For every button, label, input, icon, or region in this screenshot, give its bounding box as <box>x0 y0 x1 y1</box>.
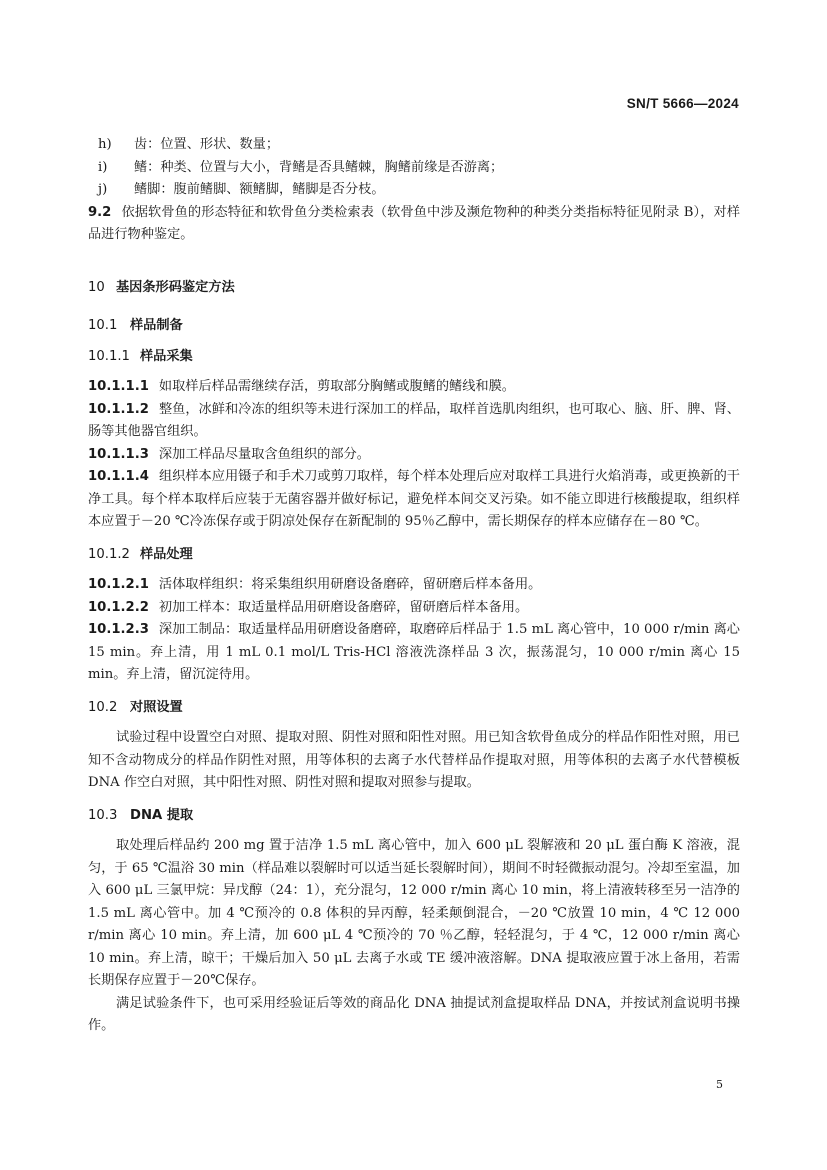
list-item-h <box>98 134 740 157</box>
section-number: 10.1.1 <box>88 348 130 364</box>
clause-text: 整鱼，冰鲜和冷冻的组织等未进行深加工的样品，取样首选肌肉组织，也可取心、脑、肝、脾、肾、肠等其他器官组织。 <box>88 401 740 439</box>
clause-text: 初加工样本：取适量样品用研磨设备磨碎，留研磨后样本备用。 <box>158 599 529 615</box>
clause-9-2 <box>88 202 740 247</box>
clause-number: 10.1.1.4 <box>88 469 149 484</box>
section-number: 10.1 <box>88 318 118 333</box>
section-heading-10-2 <box>88 697 740 720</box>
section-heading-10-3 <box>88 805 740 828</box>
list-marker: j) <box>98 182 108 197</box>
section-title: 样品制备 <box>130 318 183 333</box>
clause-10-1-2-1 <box>88 574 740 597</box>
clause-number: 10.1.2.3 <box>88 622 149 637</box>
clause-10-1-1-3 <box>88 444 740 467</box>
clause-10-1-1-1 <box>88 376 740 399</box>
clause-text: 如取样后样品需继续存活，剪取部分胸鳍或腹鳍的鳍线和膜。 <box>158 379 515 394</box>
section-number: 10.2 <box>88 699 118 715</box>
clause-text: 活体取样组织：将采集组织用研磨设备磨碎，留研磨后样本备用。 <box>158 577 542 592</box>
clause-number: 10.1.2.1 <box>88 577 149 592</box>
section-number: 10 <box>88 279 105 295</box>
section-heading-10-1 <box>88 315 740 338</box>
clause-10-1-2-3 <box>88 619 740 687</box>
section-title: DNA 提取 <box>130 807 194 823</box>
clause-10-1-1-4 <box>88 466 740 534</box>
paragraph-10-3-procedure: 取处理后样品约 200 mg 置于洁净 1.5 mL 离心管中，加入 600 μL 裂解液和 20 μL 蛋白酶 K 溶液，混匀，于 65 ℃温浴 30 min（样品难以裂解时可以适当延长裂解时间），期间不时轻微振动混匀。冷却至室温，加入 600 μL 三氯甲烷：异戊醇（24：1），充分混匀，12 000 r/min 离心 10 min，将上清液转移至另一洁净的 1.5 mL 离心管中。加 4 ℃预冷的 0.8 体积的异丙醇，轻柔颠倒混合，－20 ℃放置 10 min，4 ℃ 12 000 r/min 离心 10 min。弃上清，加 600 μL 4 ℃预冷的 70 ％乙醇，轻轻混匀，于 4 ℃，12 000 r/min 离心 10 min。弃上清，晾干；干燥后加入 50 μL 去离子水或 TE 缓冲液溶解。DNA 提取液应置于冰上备用，若需长期保存应置于－20℃保存。 <box>88 838 740 988</box>
list-marker: i) <box>98 159 108 175</box>
standard-code: SN/T 5666—2024 <box>626 96 739 111</box>
paragraph-10-2: 试验过程中设置空白对照、提取对照、阴性对照和阳性对照。用已知含软骨鱼成分的样品作阳性对照，用已知不含动物成分的样品作阴性对照，用等体积的去离子水代替样品作提取对照，用等体积的去离子水代替模板 DNA 作空白对照，其中阳性对照、阴性对照和提取对照参与提取。 <box>88 730 740 790</box>
section-heading-10-1-1 <box>88 346 740 369</box>
section-title: 样品处理 <box>140 546 193 562</box>
section-title: 样品采集 <box>140 348 193 364</box>
clause-text: 深加工制品：取适量样品用研磨设备磨碎，取磨碎后样品于 1.5 mL 离心管中，10 000 r/min 离心 15 min。弃上清，用 1 mL 0.1 mol/L Tris-HCl 溶液洗涤样品 3 次，振荡混匀，10 000 r/min 离心 15 min。弃上清，留沉淀待用。 <box>88 622 740 682</box>
section-heading-10 <box>88 277 740 300</box>
clause-text: 深加工样品尽量取含鱼组织的部分。 <box>158 446 370 462</box>
clause-text: 依据软骨鱼的形态特征和软骨鱼分类检索表（软骨鱼中涉及濒危物种的种类分类指标特征见附录 B），对样品进行物种鉴定。 <box>88 204 740 242</box>
page-number: 5 <box>716 1078 723 1091</box>
section-number: 10.3 <box>88 807 118 823</box>
section-number: 10.1.2 <box>88 546 130 562</box>
list-text: 齿：位置、形状、数量； <box>134 137 280 152</box>
list-marker: h) <box>98 137 112 152</box>
clause-number: 10.1.1.1 <box>88 379 149 394</box>
document-body <box>88 134 740 1038</box>
list-text: 鳍脚：腹前鳍脚、额鳍脚，鳍脚是否分枝。 <box>134 182 385 197</box>
list-item-j <box>98 179 740 202</box>
clause-10-1-1-2 <box>88 399 740 444</box>
section-heading-10-1-2 <box>88 544 740 567</box>
clause-text: 组织样本应用镊子和手术刀或剪刀取样，每个样本处理后应对取样工具进行火焰消毒，或更换新的干净工具。每个样本取样后应装于无菌容器并做好标记，避免样本间交叉污染。如不能立即进行核酸提取，组织样本应置于－20 ℃冷冻保存或于阴凉处保存在新配制的 95％乙醇中，需长期保存的样本应储存在－80 ℃。 <box>88 469 740 529</box>
list-item-i <box>98 157 740 180</box>
section-title: 基因条形码鉴定方法 <box>116 279 235 295</box>
list-text: 鳍：种类、位置与大小，背鳍是否具鳍棘，胸鳍前缘是否游离； <box>134 159 504 175</box>
clause-number: 10.1.2.2 <box>88 599 149 615</box>
section-title: 对照设置 <box>130 699 183 715</box>
clause-number: 9.2 <box>88 204 112 220</box>
paragraph-10-3-kit: 满足试验条件下，也可采用经验证后等效的商品化 DNA 抽提试剂盒提取样品 DNA，并按试剂盒说明书操作。 <box>88 995 740 1033</box>
clause-10-1-2-2 <box>88 597 740 620</box>
clause-number: 10.1.1.3 <box>88 446 149 462</box>
clause-number: 10.1.1.2 <box>88 401 149 417</box>
